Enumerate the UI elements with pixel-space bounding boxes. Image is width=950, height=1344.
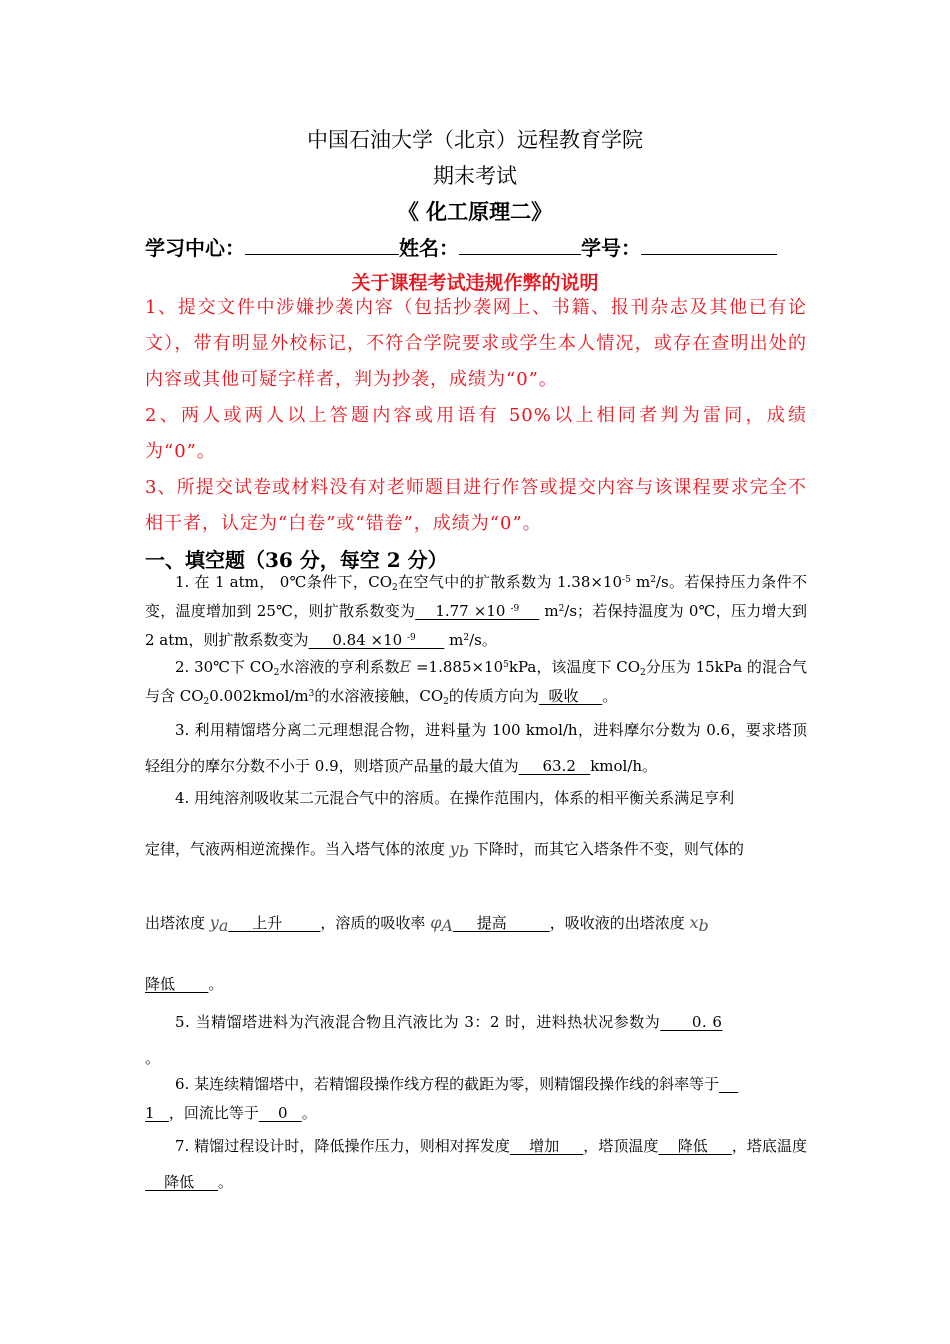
answer-blank: 1.77 ×10 $^{-9}$ xyxy=(415,602,520,620)
student-id-label: 学号： xyxy=(581,236,641,260)
name-field[interactable] xyxy=(459,234,581,255)
question-5: 5. 当精馏塔进料为汽液混合物且汽液比为 3：2 时，进料热状况参数为 0. 6 。 xyxy=(145,1013,723,1067)
answer-blank: 降低 xyxy=(145,1173,218,1191)
notice-rule-1: 1、提交文件中涉嫌抄袭内容（包括抄袭网上、书籍、报刊杂志及其他已有论文），带有明显外校标记，不符合学院要求或学生本人情况，或存在查明出处的内容或其他可疑字样者，判为抄袭，成绩为“0”。 xyxy=(145,297,807,390)
answer-blank: 63.2 xyxy=(518,757,591,775)
question-4-line-1: 4. 用纯溶剂吸收某二元混合气中的溶质。在操作范围内，体系的相平衡关系满足亨利 xyxy=(175,789,735,807)
section-title: 一、填空题（36 分，每空 2 分） xyxy=(145,548,448,572)
question-4-line-3: 出塔浓度 $y_a$ 上升 ，溶质的吸收率 $\varphi_A$ 提高 ，吸收液的出塔浓度 $x_b$ xyxy=(145,913,709,935)
notice-rule-2: 2、两人或两人以上答题内容或用语有 50%以上相同者判为雷同，成绩为“0”。 xyxy=(145,405,807,462)
course-title: 《 化工原理二》 xyxy=(397,199,553,224)
answer-blank: 降低 xyxy=(145,975,209,993)
question-6: 6. 某连续精馏塔中，若精馏段操作线方程的截距为零，则精馏段操作线的斜率等于 1 ，回流比等于 0 。 xyxy=(145,1075,720,1122)
name-label: 姓名： xyxy=(399,236,459,260)
answer-blank: 增加 xyxy=(509,1137,584,1155)
question-2: 2. 30℃下 $CO_2$水溶液的亨利系数$E =1.885\times 10^5kPa$，该温度下 $CO_2$分压为 15kPa 的混合气与含 $CO_20.002kmol/m^3$的水溶液接触，$CO_2$的传质方向为 吸收 。 xyxy=(145,657,807,707)
notice-title: 关于课程考试违规作弊的说明 xyxy=(351,272,599,294)
student-id-field[interactable] xyxy=(641,234,777,255)
exam-type: 期末考试 xyxy=(433,164,517,188)
answer-blank: 降低 xyxy=(658,1137,732,1155)
notice-rule-3: 3、所提交试卷或材料没有对老师题目进行作答或提交内容与该课程要求完全不相干者，认定为“白卷”或“错卷”，成绩为“0”。 xyxy=(145,477,807,534)
answer-blank: 0. 6 xyxy=(660,1013,723,1031)
question-4-line-2: 定律，气液两相逆流操作。当入塔气体的浓度 $y_b$ 下降时，而其它入塔条件不变，则气体的 xyxy=(145,839,744,861)
question-1: 1. 在 1 atm， 0℃条件下，$CO_2$在空气中的扩散系数为 $1.38\times 10^{-5}$ $m^2/s$。若保持压力条件不变，温度增加到 25℃，则扩散系数变为 1.77 ×10 $^{-9}$ $m^2/s$；若保持温度为 0℃，压力增大到 2 atm，则扩散系数变为 0.84 ×10 $^{-9}$ $m^2/s$。 xyxy=(145,573,807,649)
answer-blank: 0 xyxy=(258,1104,302,1122)
question-4-line-4: 降低 。 xyxy=(145,975,224,993)
learning-center-label: 学习中心： xyxy=(145,236,245,260)
answer-blank: 1 xyxy=(145,1104,169,1122)
question-3: 3. 利用精馏塔分离二元理想混合物，进料量为 100 kmol/h，进料摩尔分数为 0.6，要求塔顶轻组分的摩尔分数不小于 0.9，则塔顶产品量的最大值为 63.2 kmol/h。 xyxy=(145,721,807,775)
learning-center-field[interactable] xyxy=(245,234,399,255)
question-7: 7. 精馏过程设计时，降低操作压力，则相对挥发度 增加 ，塔顶温度 降低 ，塔底温度 降低 。 xyxy=(145,1137,807,1191)
answer-blank: 提高 xyxy=(452,914,550,932)
answer-blank: 0.84 ×10 $^{-9}$ xyxy=(308,631,416,649)
answer-blank: 上升 xyxy=(228,914,321,932)
school-name: 中国石油大学（北京）远程教育学院 xyxy=(307,128,643,152)
answer-blank: 吸收 xyxy=(538,687,603,705)
student-info-row xyxy=(145,232,815,261)
